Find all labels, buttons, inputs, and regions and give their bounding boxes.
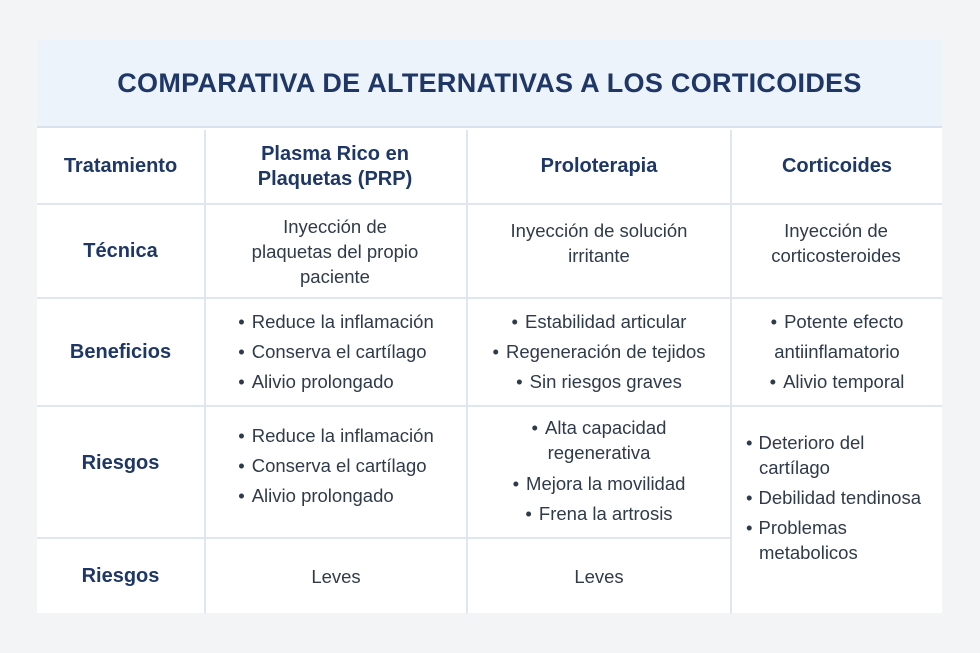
row-label-beneficios: Beneficios (69, 340, 172, 363)
header-tratamiento: Tratamiento (63, 155, 178, 177)
comparison-card (37, 40, 942, 613)
beneficios-proloterapia-list (492, 307, 705, 397)
list-item: • Mejora la movilidad (513, 469, 686, 499)
header-proloterapia: Proloterapia (540, 155, 658, 177)
list-item: • Potente efecto antiinflamatorio (752, 307, 922, 367)
beneficios-corticoides (732, 299, 942, 405)
list-item: • Debilidad tendinosa (746, 485, 936, 510)
beneficios-corticoides-list (752, 307, 922, 397)
beneficios-prp-list (238, 307, 434, 397)
list-item: • Sin riesgos graves (492, 367, 705, 397)
beneficios-prp (206, 299, 466, 405)
riesgos-corticoides-list (746, 430, 936, 570)
list-item: • Reduce la inflamación (238, 307, 434, 337)
riesgos-prp-list (238, 421, 434, 511)
row-label-tecnica: Técnica (83, 239, 158, 262)
tecnica-prp: Inyección de plaquetas del propio paciente (251, 215, 419, 287)
tecnica-corticoides: Inyección de corticosteroides (771, 220, 901, 266)
list-item: • Deterioro del cartílago (746, 430, 936, 480)
list-item: • Frena la artrosis (513, 499, 686, 529)
riesgos-prp (206, 407, 466, 507)
list-item: • Alivio prolongado (238, 481, 434, 511)
list-item: • Reduce la inflamación (238, 421, 434, 451)
list-item: • Estabilidad articular (492, 307, 705, 337)
tecnica-proloterapia: Inyección de solución irritante (510, 220, 688, 266)
list-item: • Alivio temporal (752, 367, 922, 397)
page-title: COMPARATIVA DE ALTERNATIVAS A LOS CORTICOIDES (117, 67, 862, 98)
riesgos-proloterapia-list (513, 415, 686, 529)
list-item: • Alivio prolongado (238, 367, 434, 397)
list-item: • Problemas metabolicos (746, 515, 936, 565)
title-band (37, 40, 942, 128)
list-item: • Conserva el cartílago (238, 451, 434, 481)
riesgos-corticoides (732, 407, 942, 613)
list-item: • Conserva el cartílago (238, 337, 434, 367)
riesgos2-proloterapia: Leves (574, 565, 624, 587)
riesgos2-prp: Leves (311, 565, 361, 587)
header-corticoides: Corticoides (781, 155, 893, 177)
list-item: • Alta capacidad regenerativa (519, 415, 679, 465)
row-label-riesgos-2: Riesgos (81, 564, 160, 587)
beneficios-proloterapia (468, 299, 730, 405)
header-prp: Plasma Rico en Plaquetas (PRP) (257, 142, 413, 190)
riesgos-proloterapia (468, 407, 730, 537)
row-label-riesgos: Riesgos (81, 451, 160, 474)
list-item: • Regeneración de tejidos (492, 337, 705, 367)
